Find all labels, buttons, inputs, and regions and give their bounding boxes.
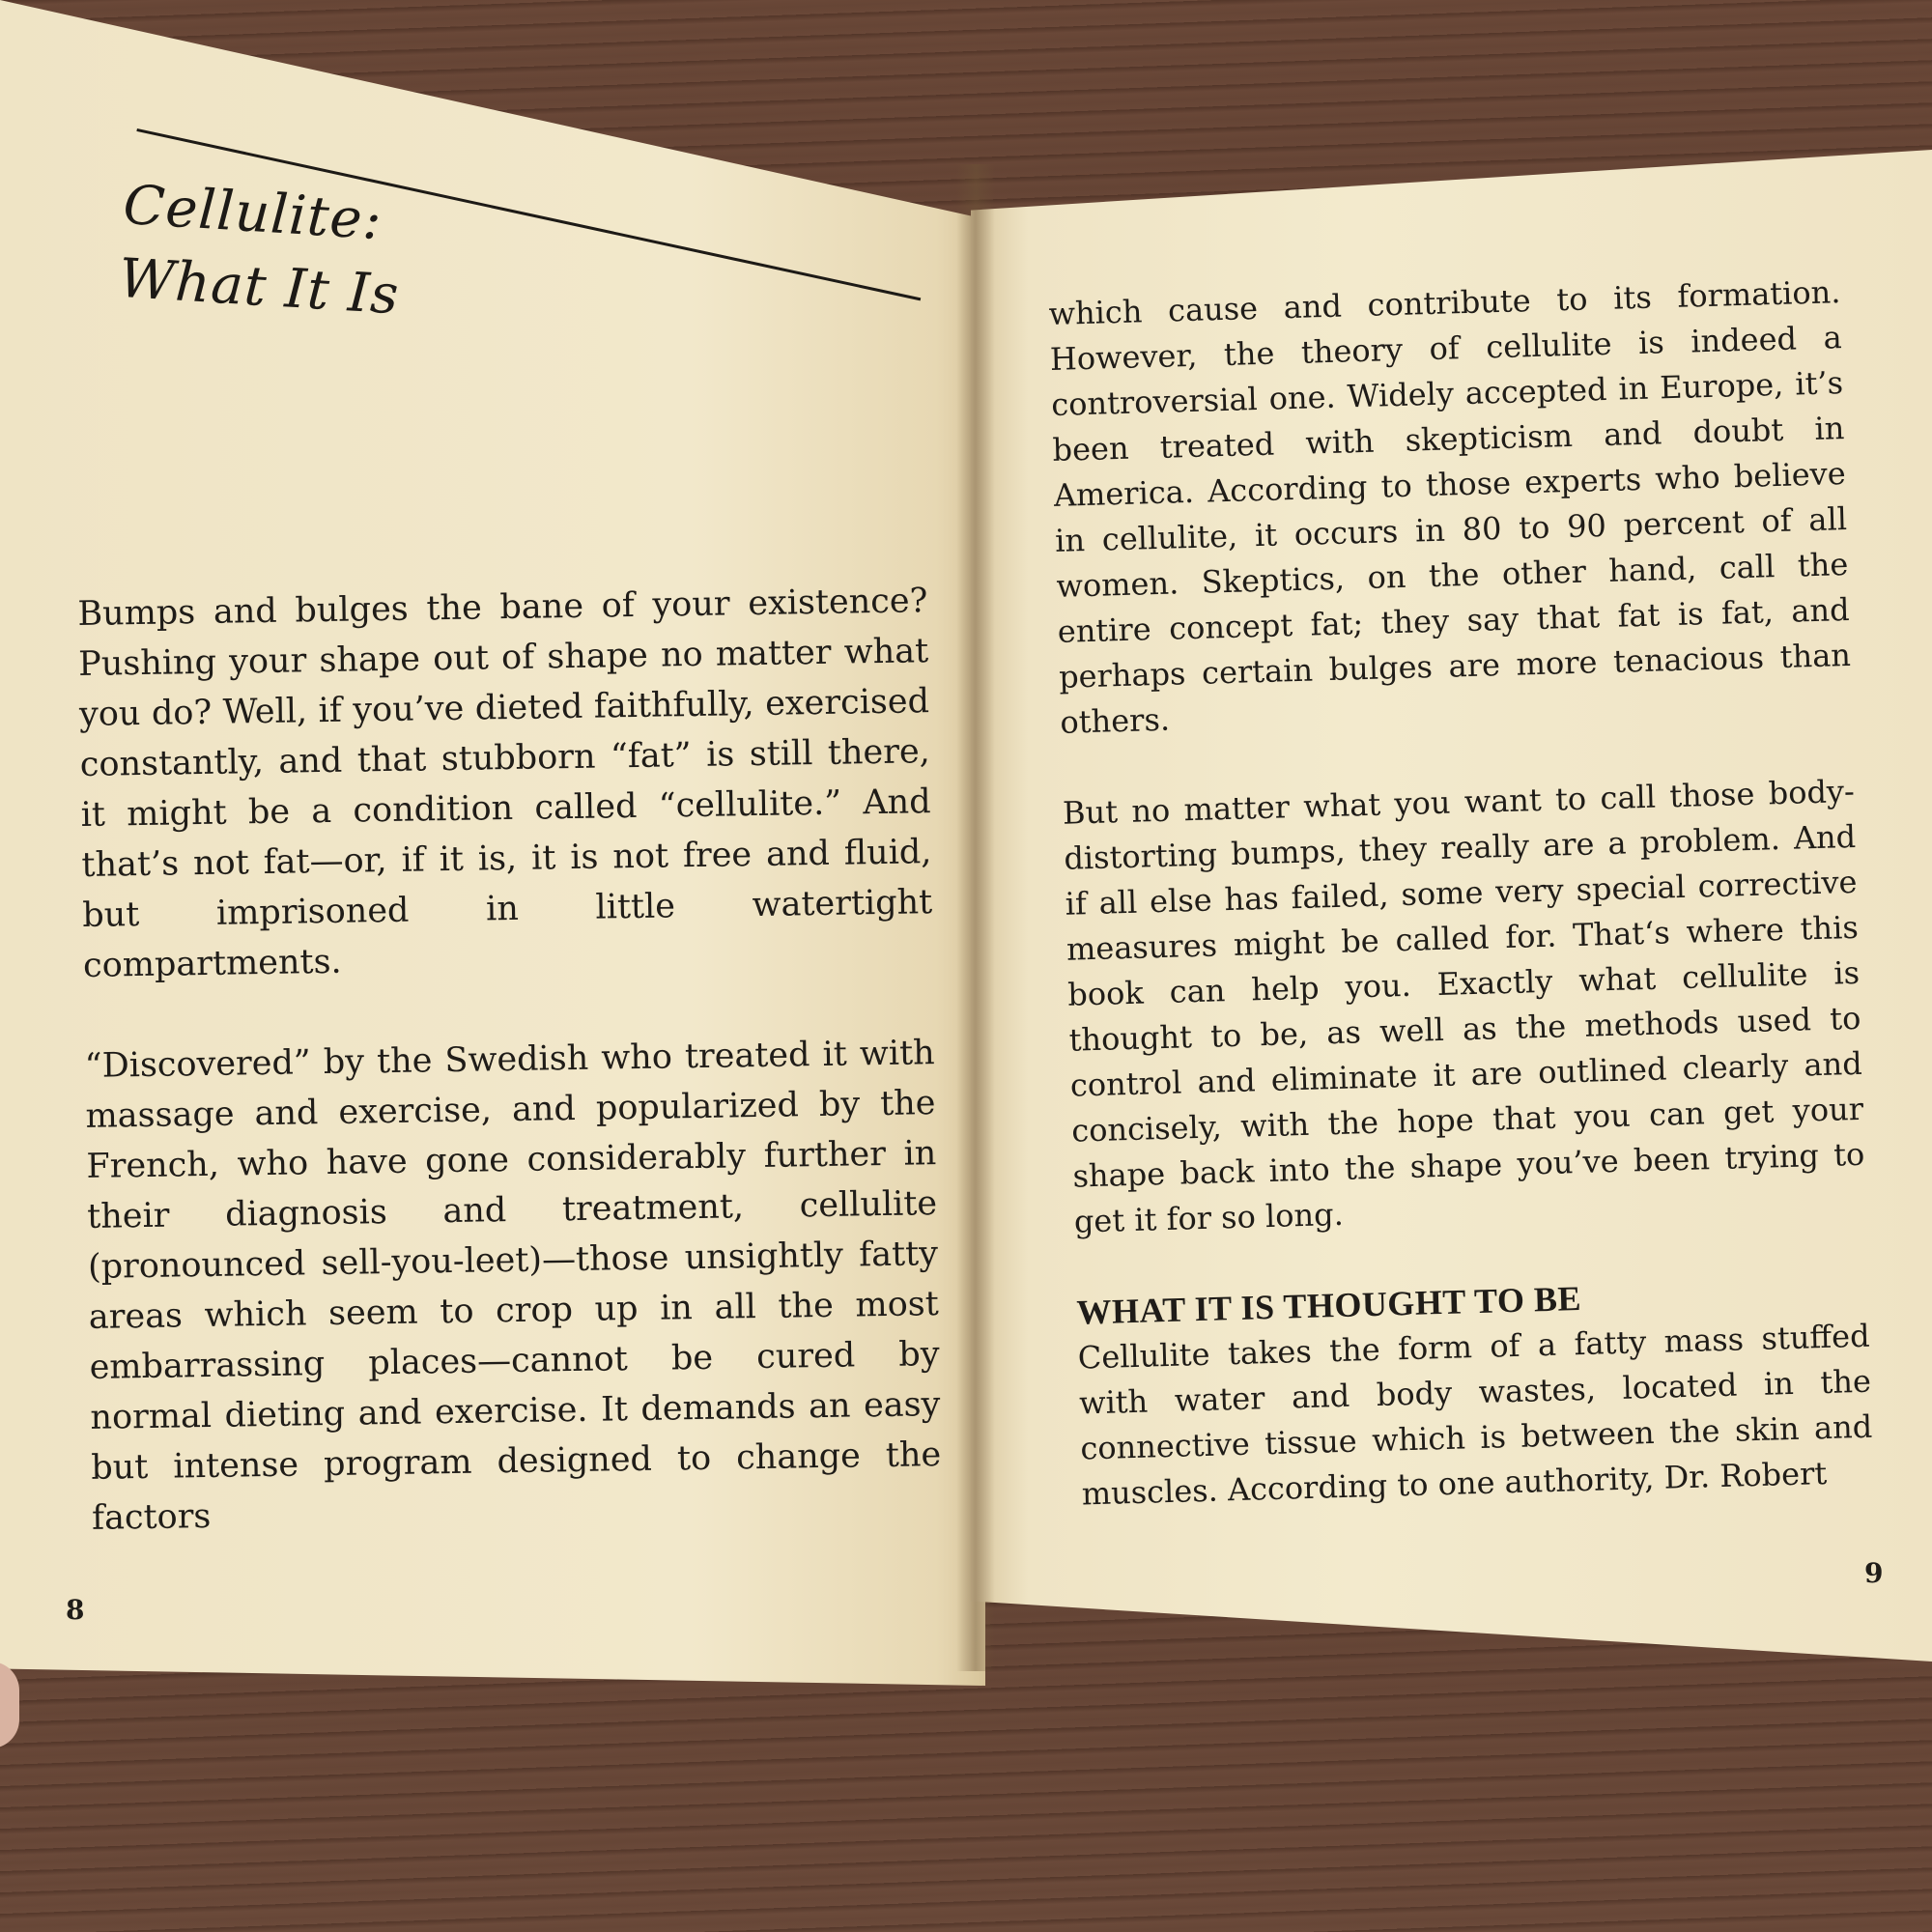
section-heading: WHAT IT IS THOUGHT TO BE	[1075, 1279, 1582, 1332]
book-gutter	[956, 164, 995, 1671]
page-number-right: 9	[1864, 1557, 1884, 1589]
left-paragraph-1: Bumps and bulges the bane of your existence? Pushing your shape out of shape no matter what you do? Well, if you’ve dieted faithfully, exercised constantly, and that stubborn “fat” is still there, it might be a condition called “cellulite.” And that’s not fat—or, if it is, it is not free and fluid, but imprisoned in little watertight compartments.	[77, 582, 933, 985]
page-number-left: 8	[66, 1594, 85, 1626]
left-paragraph-2: “Discovered” by the Swedish who treated it with massage and exercise, and popularized by the French, who have gone considerably further in their diagnosis and treatment, cellulite (pronounced sell-you-leet)—those unsightly fatty areas which seem to crop up in all the most embarrassing places—cannot be cured by normal dieting and exercise. It demands an easy but intense program designed to change the factors	[84, 1034, 942, 1538]
finger	[0, 1662, 19, 1748]
right-paragraph-1: which cause and contribute to its formation. However, the theory of cellulite is indeed a controversial one. Widely accepted in Europe, it’s been treated with skepticism and doubt in America. According to those experts who believe in cellulite, it occurs in 80 to 90 percent of all women. Skeptics, on the other hand, call the entire concept fat; they say that fat is fat, and perhaps certain bulges are more tenacious than others.	[1048, 273, 1852, 741]
section-paragraph: Cellulite takes the form of a fatty mass stuffed with water and body wastes, located in the connective tissue which is between the skin and muscles. According to one authority, Dr. Robert	[1077, 1317, 1873, 1513]
right-paragraph-2: But no matter what you want to call those body-distorting bumps, they really are a problem. And if all else has failed, some very special corrective measures might be called for. That‘s where this book can help you. Exactly what cellulite is thought to be, as well as the methods used to control and eliminate it are outlined clearly and concisely, with the hope that you can get your shape back into the shape you’ve been trying to get it for so long.	[1062, 772, 1865, 1240]
right-page-body	[1048, 270, 1875, 1562]
chapter-title-line1: Cellulite:	[121, 173, 384, 253]
left-page-body	[77, 576, 943, 1594]
chapter-title-line2: What It Is	[117, 246, 402, 327]
chapter-title	[117, 169, 406, 332]
